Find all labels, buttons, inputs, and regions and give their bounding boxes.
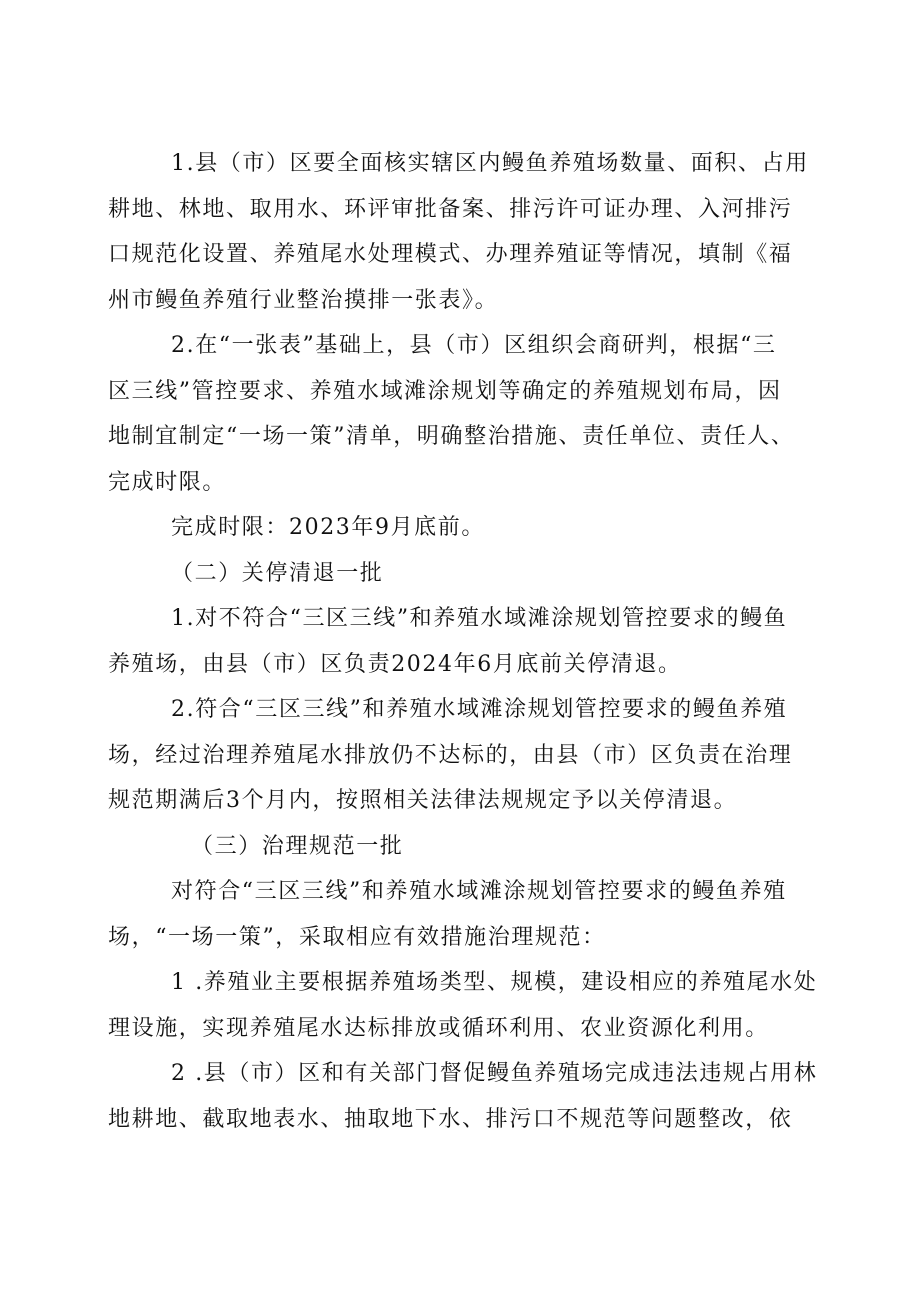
paragraph-5-line-2: 场，“一场一策”，采取相应有效措施治理规范：: [108, 924, 606, 950]
paragraph-3-line-2: 养殖场，由县（市）区负责2024年6月底前关停清退。: [108, 651, 682, 677]
paragraph-2-line-2: 区三线”管控要求、养殖水域滩涂规划等确定的养殖规划布局，因: [108, 378, 782, 404]
paragraph-2-line-1: 2.在“一张表”基础上，县（市）区组织会商研判，根据“三: [171, 333, 777, 358]
paragraph-2-line-4: 完成时限。: [108, 469, 227, 495]
paragraph-7-line-2: 地耕地、截取地表水、抽取地下水、排污口不规范等问题整改，依: [108, 1106, 793, 1132]
paragraph-3-line-1: 1.对不符合“三区三线”和养殖水域滩涂规划管控要求的鳗鱼: [171, 606, 788, 631]
paragraph-4-line-1: 2.符合“三区三线”和养殖水域滩涂规划管控要求的鳗鱼养殖: [171, 697, 788, 722]
deadline-line: 完成时限：2023年9月底前。: [171, 515, 485, 540]
paragraph-4-line-2: 场，经过治理养殖尾水排放仍不达标的，由县（市）区负责在治理: [108, 742, 793, 768]
paragraph-4-line-3: 规范期满后3个月内，按照相关法律法规规定予以关停清退。: [108, 788, 738, 813]
paragraph-2-line-3: 地制宜制定“一场一策”清单，明确整治措施、责任单位、责任人、: [108, 424, 795, 449]
section-heading-2: （二）关停清退一批: [171, 560, 384, 586]
paragraph-7-line-1: 2 .县（市）区和有关部门督促鳗鱼养殖场完成违法违规占用林: [171, 1061, 818, 1086]
paragraph-6-line-2: 理设施，实现养殖尾水达标排放或循环利用、农业资源化利用。: [108, 1015, 769, 1041]
section-heading-3: （三）治理规范一批: [191, 833, 404, 859]
paragraph-1-line-3: 口规范化设置、养殖尾水处理模式、办理养殖证等情况，填制《福: [108, 242, 793, 267]
paragraph-1-line-2: 耕地、林地、取用水、环评审批备案、排污许可证办理、入河排污: [108, 196, 793, 222]
paragraph-1-line-1: 1.县（市）区要全面核实辖区内鳗鱼养殖场数量、面积、占用: [171, 151, 809, 176]
document-body: [108, 141, 820, 1142]
paragraph-1-line-4: 州市鳗鱼养殖行业整治摸排一张表》。: [108, 287, 499, 313]
paragraph-6-line-1: 1 .养殖业主要根据养殖场类型、规模，建设相应的养殖尾水处: [171, 970, 818, 995]
paragraph-5-line-1: 对符合“三区三线”和养殖水域滩涂规划管控要求的鳗鱼养殖: [171, 879, 787, 904]
